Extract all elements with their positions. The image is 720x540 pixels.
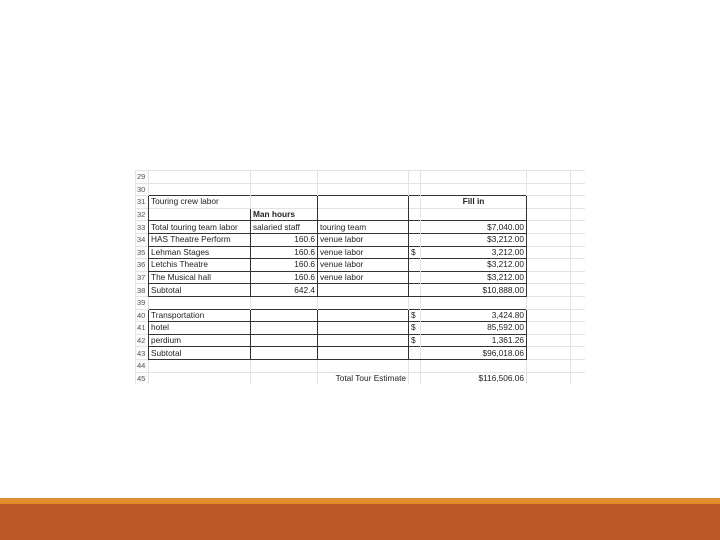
- table-row: [136, 359, 585, 372]
- table-row: [136, 183, 585, 196]
- table-row: [136, 196, 585, 209]
- travel-label: perdium: [149, 334, 251, 347]
- travel-cost: 3,424.80: [421, 309, 527, 322]
- table-row: [136, 233, 585, 246]
- table-row: [136, 271, 585, 284]
- row-number: 32: [136, 208, 149, 221]
- total-touring-team-labor-label: Total touring team labor: [149, 221, 251, 234]
- venue-labor-type: venue labor: [318, 271, 409, 284]
- touring-crew-labor-label: Touring crew labor: [149, 196, 251, 209]
- table-row: [136, 372, 585, 384]
- row-number: 38: [136, 284, 149, 297]
- venue-hours: 160.6: [251, 233, 318, 246]
- row-number: 39: [136, 296, 149, 309]
- venue-name: Lehman Stages: [149, 246, 251, 259]
- row-number: 35: [136, 246, 149, 259]
- travel-label: hotel: [149, 322, 251, 335]
- total-tour-estimate-label: Total Tour Estimate: [318, 372, 409, 384]
- row-number: 42: [136, 334, 149, 347]
- dollar-sign: [409, 259, 421, 272]
- table-row: [136, 246, 585, 259]
- dollar-sign: [409, 233, 421, 246]
- table-row: [136, 347, 585, 360]
- row-number: 44: [136, 359, 149, 372]
- labor-subtotal-hours: 642.4: [251, 284, 318, 297]
- labor-subtotal-label: Subtotal: [149, 284, 251, 297]
- travel-label: Transportation: [149, 309, 251, 322]
- table-row: [136, 259, 585, 272]
- row-number: 40: [136, 309, 149, 322]
- spreadsheet-screenshot: [135, 170, 585, 383]
- row-number: 36: [136, 259, 149, 272]
- venue-hours: 160.6: [251, 246, 318, 259]
- venue-labor-type: venue labor: [318, 246, 409, 259]
- man-hours-header: Man hours: [251, 208, 318, 221]
- venue-cost: $3,212.00: [421, 233, 527, 246]
- touring-team-cost: $7,040.00: [421, 221, 527, 234]
- touring-team-label: touring team: [318, 221, 409, 234]
- salaried-staff-label: salaried staff: [251, 221, 318, 234]
- row-number: 34: [136, 233, 149, 246]
- row-number: 43: [136, 347, 149, 360]
- venue-cost: $3,212.00: [421, 259, 527, 272]
- travel-subtotal-label: Subtotal: [149, 347, 251, 360]
- venue-hours: 160.6: [251, 271, 318, 284]
- table-row: [136, 284, 585, 297]
- travel-cost: 1,361.26: [421, 334, 527, 347]
- venue-name: HAS Theatre Perform: [149, 233, 251, 246]
- table-row: [136, 171, 585, 184]
- venue-cost: 3,212.00: [421, 246, 527, 259]
- row-number: 41: [136, 322, 149, 335]
- table-row: [136, 309, 585, 322]
- venue-labor-type: venue labor: [318, 233, 409, 246]
- travel-cost: 85,592.00: [421, 322, 527, 335]
- row-number: 37: [136, 271, 149, 284]
- footer-band: [0, 504, 720, 540]
- table-row: [136, 322, 585, 335]
- table-row: [136, 221, 585, 234]
- fill-in-label: Fill in: [421, 196, 527, 209]
- venue-cost: $3,212.00: [421, 271, 527, 284]
- venue-name: Letchis Theatre: [149, 259, 251, 272]
- table-row: [136, 208, 585, 221]
- venue-name: The Musical hall: [149, 271, 251, 284]
- dollar-sign: $: [409, 246, 421, 259]
- dollar-sign: $: [409, 309, 421, 322]
- table-row: [136, 296, 585, 309]
- travel-subtotal-cost: $96,018.06: [421, 347, 527, 360]
- venue-hours: 160.6: [251, 259, 318, 272]
- venue-labor-type: venue labor: [318, 259, 409, 272]
- dollar-sign: $: [409, 322, 421, 335]
- row-number: 45: [136, 372, 149, 384]
- table-row: [136, 334, 585, 347]
- row-number: 30: [136, 183, 149, 196]
- row-number: 29: [136, 171, 149, 184]
- cost-estimate-table: [135, 170, 585, 384]
- row-number: 31: [136, 196, 149, 209]
- labor-subtotal-cost: $10,888.00: [421, 284, 527, 297]
- total-tour-estimate-cost: $116,506.06: [421, 372, 527, 384]
- dollar-sign: [409, 271, 421, 284]
- dollar-sign: $: [409, 334, 421, 347]
- row-number: 33: [136, 221, 149, 234]
